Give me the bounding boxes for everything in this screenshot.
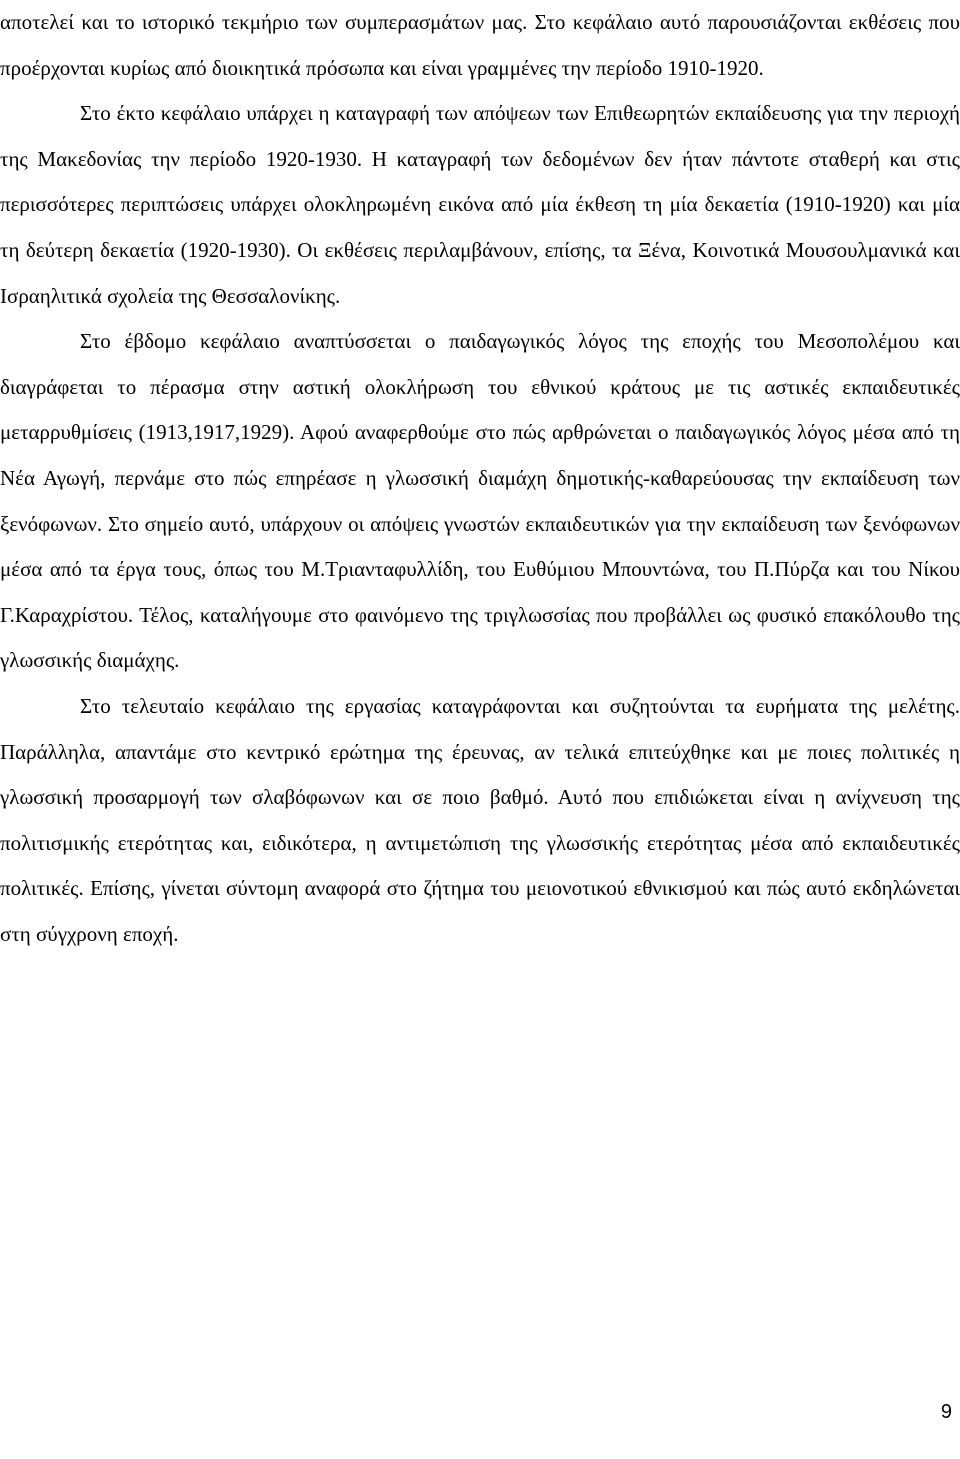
paragraph-chapter-six: Στο έκτο κεφάλαιο υπάρχει η καταγραφή των απόψεων των Επιθεωρητών εκπαίδευσης για την περιοχή της Μακεδονίας την περίοδο 1920-1930. Η καταγραφή των δεδομένων δεν ήταν πάντοτε σταθερή και στις περισσότερες περιπτώσεις υπάρχει ολοκληρωμένη εικόνα από μία έκθεση τη μία δεκαετία (1910-1920) και μία τη δεύτερη δεκαετία (1920-1930). Οι εκθέσεις περιλαμβάνουν, επίσης, τα Ξένα, Κοινοτικά Μουσουλμανικά και Ισραηλιτικά σχολεία της Θεσσαλονίκης. bbox=[0, 101, 960, 308]
page-number: 9 bbox=[940, 1401, 952, 1423]
paragraph-continuation: αποτελεί και το ιστορικό τεκμήριο των συμπερασμάτων μας. Στο κεφάλαιο αυτό παρουσιάζονται εκθέσεις που προέρχονται κυρίως από διοικητικά πρόσωπα και είναι γραμμένες την περίοδο 1910-1920. bbox=[0, 10, 960, 80]
paragraph-final-chapter: Στο τελευταίο κεφάλαιο της εργασίας καταγράφονται και συζητούνται τα ευρήματα της μελέτης. Παράλληλα, απαντάμε στο κεντρικό ερώτημα της έρευνας, αν τελικά επιτεύχθηκε και με ποιες πολιτικές η γλωσσική προσαρμογή των σλαβόφωνων και σε ποιο βαθμό. Αυτό που επιδιώκεται είναι η ανίχνευση της πολιτισμικής ετερότητας και, ειδικότερα, η αντιμετώπιση της γλωσσικής ετερότητας μέσα από εκπαιδευτικές πολιτικές. Επίσης, γίνεται σύντομη αναφορά στο ζήτημα του μειονοτικού εθνικισμού και πώς αυτό εκδηλώνεται στη σύγχρονη εποχή. bbox=[0, 693, 960, 946]
paragraph-chapter-seven: Στο έβδομο κεφάλαιο αναπτύσσεται ο παιδαγωγικός λόγος της εποχής του Μεσοπολέμου και διαγράφεται το πέρασμα στην αστική ολοκλήρωση του εθνικού κράτους με τις αστικές εκπαιδευτικές μεταρρυθμίσεις (1913,1917,1929). Αφού αναφερθούμε στο πώς αρθρώνεται ο παιδαγωγικός λόγος μέσα από τη Νέα Αγωγή, περνάμε στο πώς επηρέασε η γλωσσική διαμάχη δημοτικής-καθαρεύουσας την εκπαίδευση των ξενόφωνων. Στο σημείο αυτό, υπάρχουν οι απόψεις γνωστών εκπαιδευτικών για την εκπαίδευση των ξενόφωνων μέσα από τα έργα τους, όπως του Μ.Τριανταφυλλίδη, του Ευθύμιου Μπουντώνα, του Π.Πύρζα και του Νίκου Γ.Καραχρίστου. Τέλος, καταλήγουμε στο φαινόμενο της τριγλωσσίας που προβάλλει ως φυσικό επακόλουθο της γλωσσικής διαμάχης. bbox=[0, 329, 960, 673]
